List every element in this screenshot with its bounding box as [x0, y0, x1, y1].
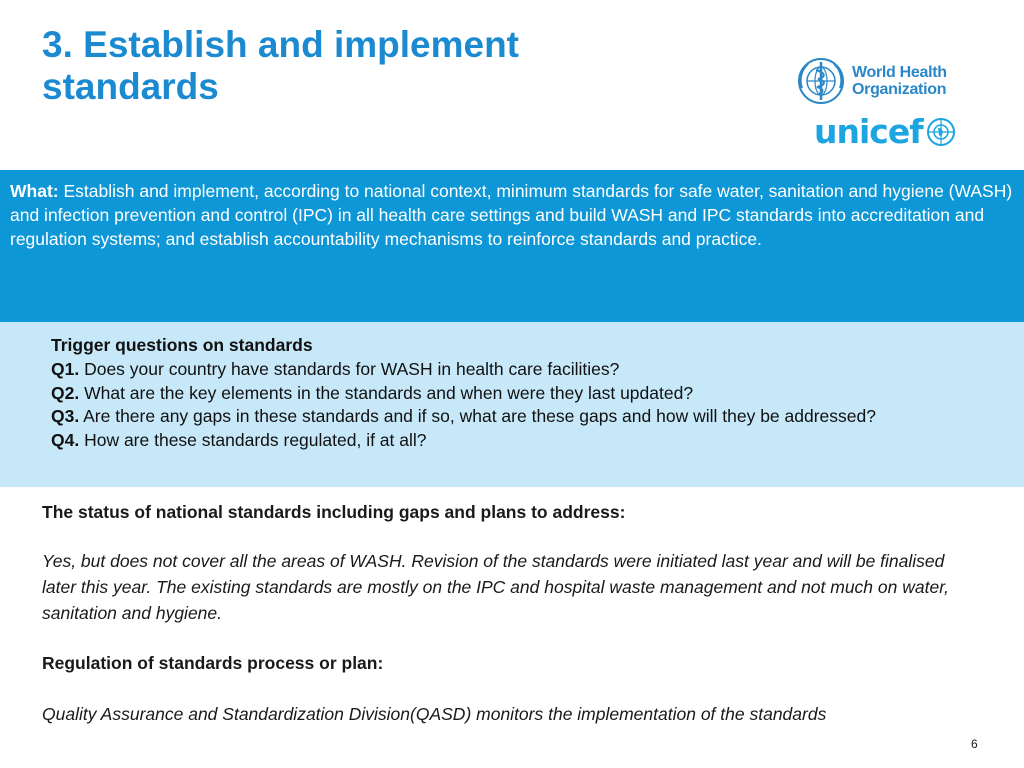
what-label: What: [10, 181, 59, 201]
who-name-line1: World Health [852, 64, 947, 81]
trigger-heading: Trigger questions on standards [51, 335, 313, 355]
unicef-wordmark: unicef [814, 112, 923, 151]
question-item [51, 382, 1024, 406]
question-number: Q4. [51, 430, 80, 451]
question-text: Does your country have standards for WASH in health care facilities? [79, 358, 620, 379]
unicef-emblem-icon [925, 116, 957, 148]
question-number: Q3. [51, 406, 80, 427]
status-heading: The status of national standards including gaps and plans to address: [42, 502, 626, 522]
who-name-line2: Organization [852, 81, 947, 98]
status-body: Yes, but does not cover all the areas of WASH. Revision of the standards were initiated last year and will be finalised later this year. The existing standards are mostly on the IPC and hospital waste management and not much on water, sanitation and hygiene. [42, 551, 949, 623]
who-logo [796, 56, 947, 106]
what-text: Establish and implement, according to national context, minimum standards for safe water, sanitation and hygiene (WASH) and infection prevention and control (IPC) in all health care settings and build WASH and IPC standards into accreditation and regulation systems; and establish accountability mechanisms to reinforce standards and practice. [10, 181, 1013, 249]
question-item [51, 405, 911, 429]
what-panel [0, 170, 1024, 322]
question-text: How are these standards regulated, if at all? [79, 430, 427, 451]
who-emblem-icon [796, 56, 846, 106]
question-item [51, 429, 1024, 453]
slide-title: 3. Establish and implement standards [42, 24, 520, 107]
page-number: 6 [971, 737, 978, 751]
regulation-heading: Regulation of standards process or plan: [42, 653, 384, 673]
question-number: Q1. [51, 358, 80, 379]
unicef-logo [814, 114, 957, 150]
regulation-body: Quality Assurance and Standardization Division(QASD) monitors the implementation of the standards [42, 704, 827, 724]
question-text: Are there any gaps in these standards and if so, what are these gaps and how will they be addressed? [79, 406, 876, 427]
partner-logos [796, 52, 996, 152]
question-number: Q2. [51, 382, 80, 403]
question-item [51, 358, 1024, 382]
trigger-questions-panel [0, 322, 1024, 487]
question-text: What are the key elements in the standards and when were they last updated? [79, 382, 694, 403]
